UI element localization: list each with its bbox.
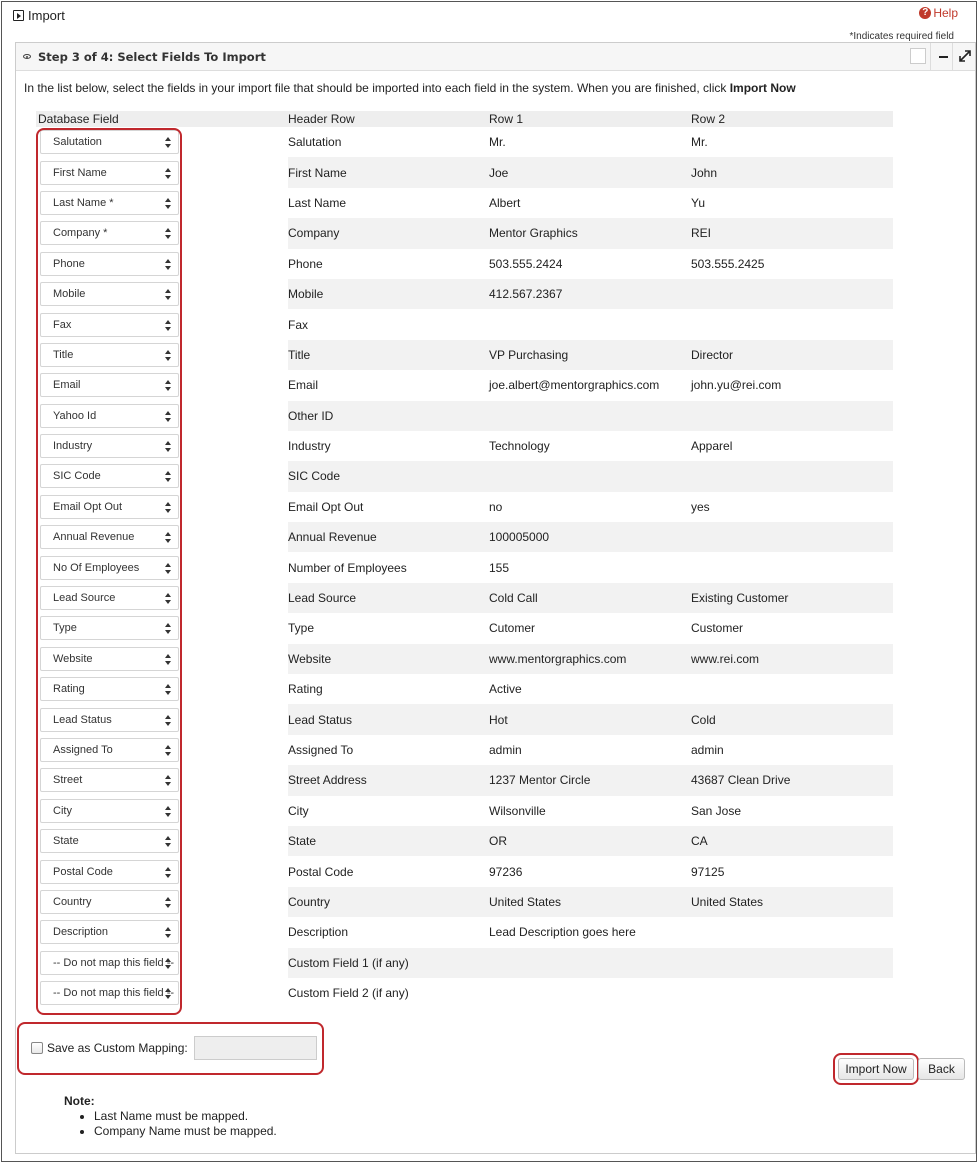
table-row (36, 370, 893, 400)
eye-icon[interactable] (23, 54, 31, 59)
window-title-text: Import (28, 8, 65, 23)
panel-option-box[interactable] (910, 48, 926, 64)
database-field-select[interactable] (40, 343, 179, 367)
table-row (36, 887, 893, 917)
row1-cell: 155 (489, 560, 510, 575)
database-field-value: Description (53, 926, 109, 939)
select-arrows-icon (165, 684, 171, 695)
table-row (36, 856, 893, 886)
row2-cell: United States (691, 887, 893, 917)
header-row-cell: Number of Employees (288, 560, 407, 575)
table-row (36, 401, 893, 431)
table-row (36, 127, 893, 157)
table-row (36, 522, 893, 552)
database-field-value: Fax (53, 318, 72, 331)
instructions-bold: Import Now (729, 81, 796, 95)
database-field-select[interactable] (40, 464, 179, 488)
table-row (36, 583, 893, 613)
expand-icon[interactable] (959, 50, 971, 62)
database-field-select[interactable] (40, 616, 179, 640)
database-field-cell (36, 157, 288, 187)
header-row-cell: Postal Code (288, 864, 354, 879)
database-field-value: City (53, 804, 72, 817)
row1-cell (489, 978, 691, 1008)
row1-cell: Active (489, 682, 522, 697)
row2-cell: CA (691, 826, 893, 856)
table-row (36, 765, 893, 795)
row2-cell: John (691, 157, 893, 187)
database-field-value: No Of Employees (53, 561, 140, 574)
database-field-cell (36, 644, 288, 674)
header-row-cell: Company (288, 218, 489, 248)
instructions (24, 81, 796, 95)
database-field-select[interactable] (40, 404, 179, 428)
row2-cell: 43687 Clean Drive (691, 765, 893, 795)
select-arrows-icon (165, 563, 171, 574)
database-field-value: Lead Source (53, 592, 116, 605)
table-row (36, 309, 893, 339)
database-field-cell (36, 917, 288, 947)
database-field-cell (36, 887, 288, 917)
table-row (36, 613, 893, 643)
database-field-cell (36, 583, 288, 613)
row2-cell (691, 461, 893, 491)
header-row-cell: Last Name (288, 195, 347, 210)
database-field-select[interactable] (40, 647, 179, 671)
row2-cell: yes (691, 499, 710, 514)
panel-header (16, 43, 975, 71)
database-field-value: -- Do not map this field -- (53, 987, 175, 1000)
row1-cell (489, 309, 691, 339)
row1-cell: admin (489, 743, 522, 757)
database-field-select[interactable] (40, 161, 179, 185)
help-link[interactable] (919, 6, 958, 20)
row1-cell (489, 461, 691, 491)
row2-cell (691, 279, 893, 309)
table-row (36, 279, 893, 309)
back-button[interactable]: Back (918, 1058, 965, 1080)
table-row (36, 644, 893, 674)
required-field-note: *Indicates required field (849, 31, 954, 42)
database-field-select[interactable] (40, 799, 179, 823)
header-row-cell: SIC Code (288, 461, 489, 491)
database-field-cell (36, 431, 288, 461)
select-arrows-icon (165, 471, 171, 482)
header-row-cell: Phone (288, 256, 323, 271)
database-field-value: Country (53, 895, 92, 908)
table-row (36, 461, 893, 491)
row2-cell: Cold (691, 704, 893, 734)
select-arrows-icon (165, 289, 171, 300)
row2-cell: San Jose (691, 803, 742, 818)
database-field-select[interactable] (40, 860, 179, 884)
table-row (36, 948, 893, 978)
table-row (36, 917, 893, 947)
select-arrows-icon (165, 988, 171, 999)
row2-cell: Director (691, 340, 893, 370)
database-field-cell (36, 279, 288, 309)
row2-cell (691, 552, 893, 582)
database-field-select[interactable] (40, 434, 179, 458)
row1-cell: 1237 Mentor Circle (489, 765, 691, 795)
select-arrows-icon (165, 198, 171, 209)
database-field-cell (36, 188, 288, 218)
database-field-cell (36, 796, 288, 826)
header-row-cell: Website (288, 644, 489, 674)
header-row-cell: Custom Field 2 (if any) (288, 986, 409, 1001)
database-field-value: State (53, 835, 79, 848)
row1-cell: 503.555.2424 (489, 256, 563, 271)
select-arrows-icon (165, 623, 171, 634)
row1-cell: Cutomer (489, 621, 536, 636)
select-arrows-icon (165, 532, 171, 543)
row1-cell: Mentor Graphics (489, 218, 691, 248)
database-field-cell (36, 401, 288, 431)
row1-cell (489, 948, 691, 978)
database-field-value: Annual Revenue (53, 531, 135, 544)
row1-cell: Hot (489, 704, 691, 734)
database-field-value: Industry (53, 440, 93, 453)
table-row (36, 431, 893, 461)
select-arrows-icon (165, 502, 171, 513)
import-icon (13, 10, 24, 21)
header-row-cell: Title (288, 340, 489, 370)
header-row-cell: First Name (288, 157, 489, 187)
header-row-cell: Fax (288, 317, 309, 332)
select-arrows-icon (165, 715, 171, 726)
database-field-value: Title (53, 348, 74, 361)
select-arrows-icon (165, 411, 171, 422)
note-title: Note: (64, 1094, 95, 1108)
header-row-cell: Email Opt Out (288, 499, 364, 514)
select-arrows-icon (165, 593, 171, 604)
table-row (36, 674, 893, 704)
database-field-value: Postal Code (53, 865, 113, 878)
database-field-select[interactable] (40, 191, 179, 215)
database-field-value: First Name (53, 166, 107, 179)
database-field-cell (36, 461, 288, 491)
row1-cell: 100005000 (489, 522, 691, 552)
row1-cell: OR (489, 826, 691, 856)
header-row-cell: Description (288, 925, 349, 940)
row2-cell (691, 978, 893, 1008)
row1-cell: VP Purchasing (489, 340, 691, 370)
database-field-cell (36, 704, 288, 734)
row2-cell: john.yu@rei.com (691, 378, 782, 393)
database-field-value: Phone (53, 257, 85, 270)
database-field-select[interactable] (40, 313, 179, 337)
select-arrows-icon (165, 775, 171, 786)
table-row (36, 978, 893, 1008)
database-field-select[interactable] (40, 495, 179, 519)
header-row-cell: State (288, 826, 489, 856)
row1-cell: Mr. (489, 135, 506, 150)
header-row-cell: Assigned To (288, 743, 354, 757)
header-row-cell: Email (288, 378, 319, 393)
row1-cell: joe.albert@mentorgraphics.com (489, 378, 660, 393)
database-field-value: SIC Code (53, 470, 101, 483)
database-field-value: Mobile (53, 288, 86, 301)
note-list (64, 1109, 277, 1139)
step-panel (15, 42, 976, 1154)
header-row-cell: Salutation (288, 135, 342, 150)
row2-cell (691, 917, 893, 947)
database-field-cell (36, 735, 288, 765)
help-label[interactable]: Help (933, 6, 958, 20)
select-arrows-icon (165, 806, 171, 817)
table-row (36, 704, 893, 734)
database-field-value: Company * (53, 227, 108, 240)
note-item: • Company Name must be mapped. (94, 1124, 277, 1139)
table-row (36, 249, 893, 279)
database-field-cell (36, 522, 288, 552)
row1-cell: Albert (489, 195, 521, 210)
database-field-cell (36, 552, 288, 582)
header-row-cell: Annual Revenue (288, 522, 489, 552)
table-row (36, 492, 893, 522)
select-arrows-icon (165, 228, 171, 239)
database-field-select[interactable] (40, 677, 179, 701)
header-row-cell: Street Address (288, 765, 489, 795)
select-arrows-icon (165, 441, 171, 452)
table-row (36, 796, 893, 826)
database-field-cell (36, 309, 288, 339)
database-field-select[interactable] (40, 252, 179, 276)
row2-cell: Mr. (691, 135, 708, 150)
database-field-value: Lead Status (53, 713, 112, 726)
row1-cell: Lead Description goes here (489, 925, 636, 940)
table-row (36, 218, 893, 248)
header-row-cell: City (288, 803, 309, 818)
col-header-database-field: Database Field (36, 111, 288, 127)
row2-cell: Yu (691, 195, 706, 210)
row2-cell: 503.555.2425 (691, 256, 765, 271)
row1-cell: Joe (489, 157, 691, 187)
col-header-row1: Row 1 (489, 111, 691, 127)
database-field-select[interactable] (40, 768, 179, 792)
note-item: • Last Name must be mapped. (94, 1109, 277, 1124)
header-row-cell: Country (288, 887, 489, 917)
database-field-value: Email (53, 379, 81, 392)
database-field-cell (36, 340, 288, 370)
database-field-select[interactable] (40, 130, 179, 154)
minimize-icon[interactable] (939, 56, 948, 58)
database-field-value: -- Do not map this field -- (53, 956, 175, 969)
instructions-text: In the list below, select the fields in your import file that should be imported into each field in the system. When you are finished, click (24, 81, 730, 95)
header-row-cell: Lead Source (288, 583, 489, 613)
note-section (64, 1094, 277, 1139)
database-field-select[interactable] (40, 981, 179, 1005)
row1-cell (489, 401, 691, 431)
database-field-select[interactable] (40, 282, 179, 306)
header-row-cell: Lead Status (288, 704, 489, 734)
database-field-select[interactable] (40, 738, 179, 762)
header-divider (952, 43, 953, 71)
database-field-value: Last Name * (53, 196, 114, 209)
database-field-cell (36, 492, 288, 522)
select-arrows-icon (165, 836, 171, 847)
col-header-header-row: Header Row (288, 111, 489, 127)
row2-cell: 97125 (691, 864, 725, 879)
database-field-value: Assigned To (53, 744, 113, 756)
database-field-value: Email Opt Out (53, 500, 123, 513)
database-field-select[interactable] (40, 525, 179, 549)
row2-cell: Customer (691, 621, 744, 636)
select-arrows-icon (165, 927, 171, 938)
database-field-cell (36, 613, 288, 643)
col-header-row2: Row 2 (691, 111, 893, 127)
select-arrows-icon (165, 745, 171, 756)
save-mapping-checkbox[interactable] (31, 1042, 43, 1054)
database-field-select[interactable] (40, 829, 179, 853)
row2-cell (691, 522, 893, 552)
header-row-cell: Rating (288, 682, 323, 697)
row1-cell: 412.567.2367 (489, 279, 691, 309)
row2-cell: REI (691, 218, 893, 248)
row1-cell: Wilsonville (489, 803, 546, 818)
row2-cell (691, 674, 893, 704)
table-row (36, 826, 893, 856)
field-mapping-table (36, 111, 893, 1008)
database-field-select[interactable] (40, 373, 179, 397)
database-field-cell (36, 765, 288, 795)
database-field-select[interactable] (40, 890, 179, 914)
select-arrows-icon (165, 958, 171, 969)
header-divider (930, 43, 931, 71)
database-field-cell (36, 127, 288, 157)
table-row (36, 188, 893, 218)
select-arrows-icon (165, 897, 171, 908)
header-row-cell: Industry (288, 439, 331, 454)
database-field-select[interactable] (40, 708, 179, 732)
row2-cell (691, 948, 893, 978)
window-title (13, 8, 65, 23)
database-field-select[interactable] (40, 586, 179, 610)
database-field-cell (36, 249, 288, 279)
database-field-value: Website (53, 652, 93, 665)
database-field-cell (36, 370, 288, 400)
select-arrows-icon (165, 168, 171, 179)
database-field-cell (36, 218, 288, 248)
database-field-value: Yahoo Id (53, 409, 97, 422)
custom-mapping-name-input[interactable] (194, 1036, 317, 1060)
header-row-cell: Mobile (288, 279, 489, 309)
database-field-select[interactable] (40, 556, 179, 580)
table-row (36, 735, 893, 765)
save-mapping-label: Save as Custom Mapping: (47, 1041, 188, 1055)
database-field-cell (36, 674, 288, 704)
save-mapping-row (31, 1036, 317, 1060)
database-field-value: Street (53, 774, 83, 787)
row1-cell: Cold Call (489, 583, 691, 613)
panel-title: Step 3 of 4: Select Fields To Import (38, 50, 266, 64)
select-arrows-icon (165, 654, 171, 665)
table-row (36, 157, 893, 187)
help-icon: ? (919, 7, 931, 19)
row2-cell: www.rei.com (691, 644, 893, 674)
select-arrows-icon (165, 867, 171, 878)
database-field-cell (36, 978, 288, 1008)
row1-cell: www.mentorgraphics.com (489, 644, 691, 674)
table-row (36, 340, 893, 370)
database-field-cell (36, 856, 288, 886)
row1-cell: Technology (489, 439, 550, 454)
select-arrows-icon (165, 320, 171, 331)
header-row-cell: Custom Field 1 (if any) (288, 948, 489, 978)
row2-cell: Apparel (691, 439, 733, 454)
database-field-select[interactable] (40, 951, 179, 975)
row2-cell: Existing Customer (691, 583, 893, 613)
row1-cell: no (489, 499, 503, 514)
import-now-button[interactable]: Import Now (838, 1058, 914, 1080)
select-arrows-icon (165, 350, 171, 361)
table-header-row (36, 111, 893, 127)
database-field-value: Type (53, 622, 77, 635)
table-row (36, 552, 893, 582)
row2-cell: admin (691, 743, 724, 757)
header-row-cell: Other ID (288, 401, 489, 431)
database-field-select[interactable] (40, 221, 179, 245)
row2-cell (691, 309, 893, 339)
database-field-select[interactable] (40, 920, 179, 944)
database-field-cell (36, 826, 288, 856)
database-field-value: Salutation (53, 136, 102, 149)
select-arrows-icon (165, 380, 171, 391)
database-field-value: Rating (53, 683, 85, 696)
row2-cell (691, 401, 893, 431)
header-row-cell: Type (288, 621, 315, 636)
database-field-cell (36, 948, 288, 978)
select-arrows-icon (165, 137, 171, 148)
select-arrows-icon (165, 259, 171, 270)
row1-cell: 97236 (489, 864, 523, 879)
row1-cell: United States (489, 887, 691, 917)
